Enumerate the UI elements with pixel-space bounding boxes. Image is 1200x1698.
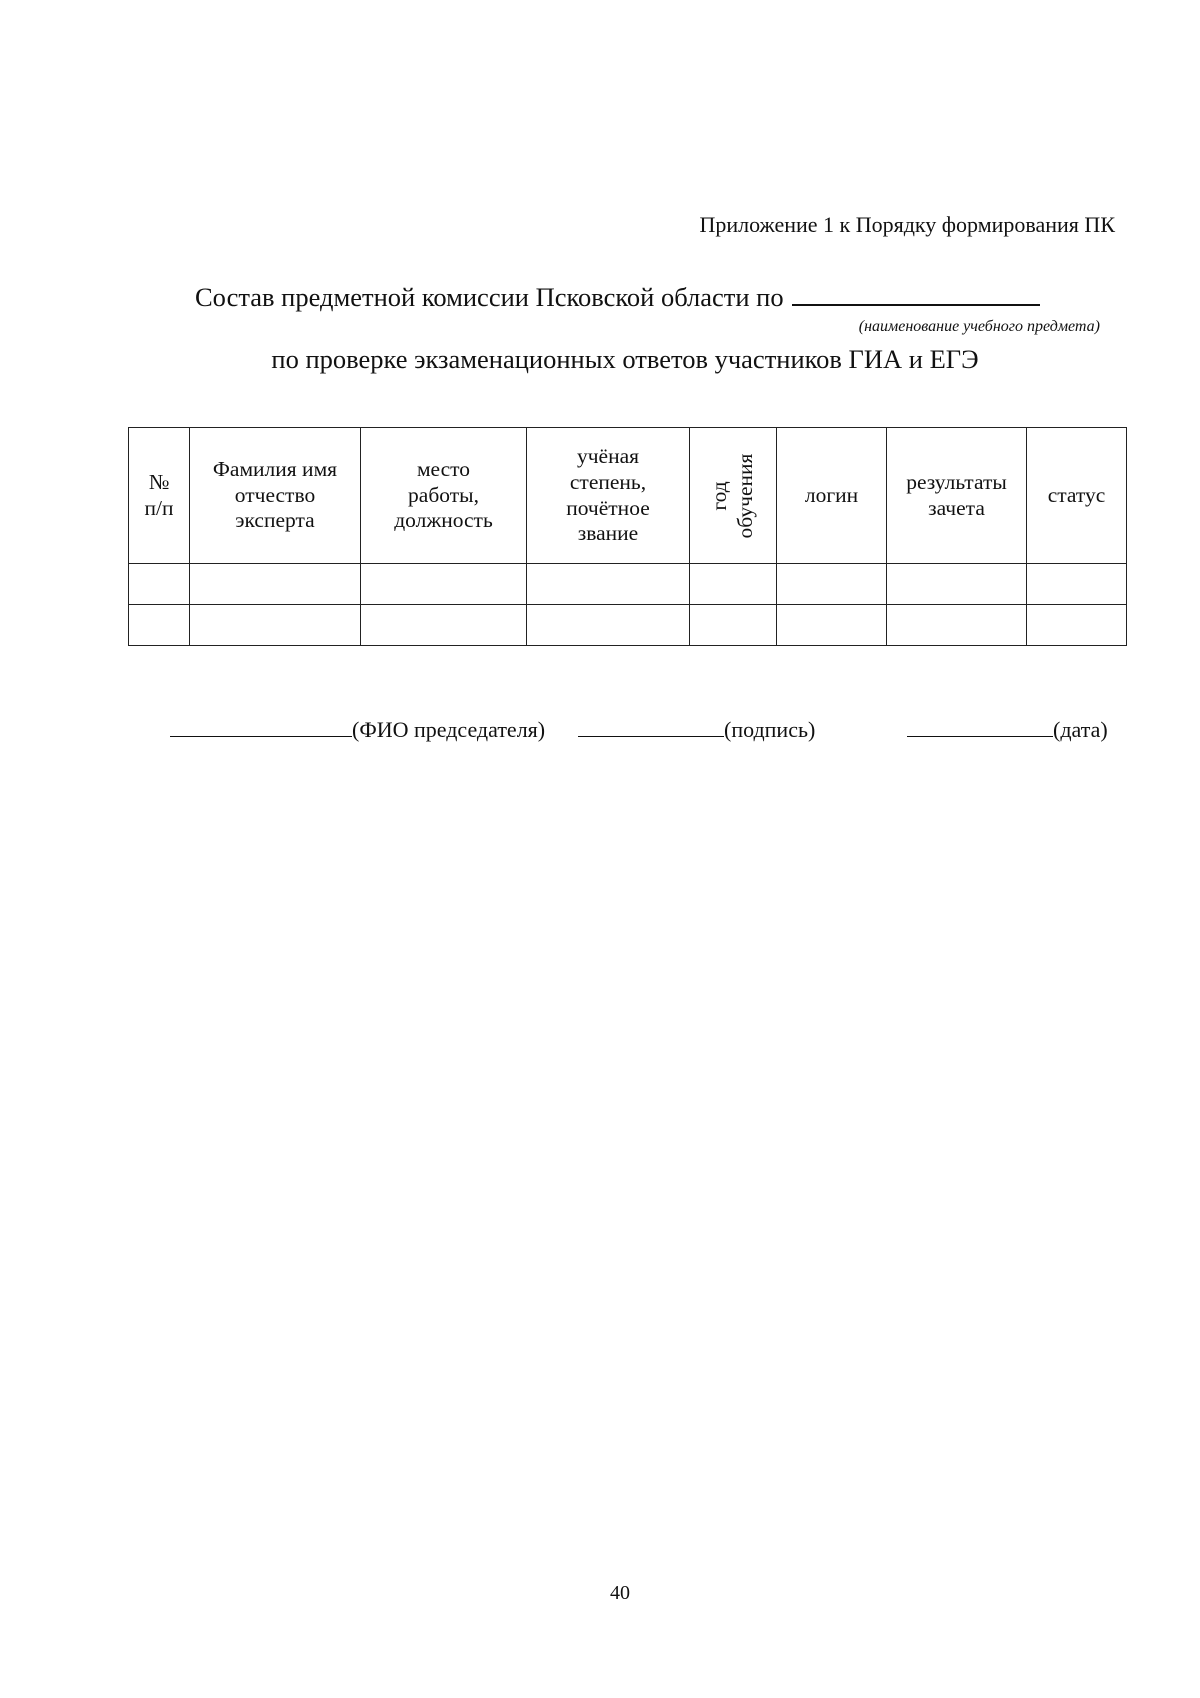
chairman-name-line xyxy=(170,714,352,737)
header-test-results xyxy=(887,428,1027,564)
header-full-name-line2: отчество xyxy=(234,482,316,507)
chairman-name-field xyxy=(170,714,545,743)
header-login xyxy=(777,428,887,564)
header-full-name-line1: Фамилия имя xyxy=(212,456,338,481)
page-number: 40 xyxy=(610,1582,630,1604)
header-training-year-line1: год xyxy=(707,480,732,511)
signature-field xyxy=(578,714,815,743)
table-cell xyxy=(361,605,527,646)
header-degree-line4: звание xyxy=(577,521,639,546)
title-line-1 xyxy=(195,280,1040,313)
date-line xyxy=(907,714,1053,737)
header-degree xyxy=(527,428,690,564)
chairman-name-label: (ФИО председателя) xyxy=(352,717,546,742)
table-cell xyxy=(690,564,777,605)
header-training-year-rotated xyxy=(707,453,759,538)
header-training-year xyxy=(690,428,777,564)
subject-hint: (наименование учебного предмета) xyxy=(858,318,1100,335)
header-number-line2: п/п xyxy=(144,495,174,520)
header-workplace xyxy=(361,428,527,564)
table-cell xyxy=(1027,564,1127,605)
table-cell xyxy=(887,564,1027,605)
signature-line xyxy=(578,714,724,737)
table-cell xyxy=(690,605,777,646)
title-line-1-text: Состав предметной комиссии Псковской области по xyxy=(195,282,784,312)
header-degree-line3: почётное xyxy=(566,495,650,520)
header-workplace-line3: должность xyxy=(394,508,493,533)
date-field xyxy=(907,714,1108,743)
table-header-row xyxy=(129,428,1127,564)
header-full-name-line3: эксперта xyxy=(235,508,315,533)
header-workplace-line1: место xyxy=(416,456,471,481)
header-degree-line1: учёная xyxy=(576,443,640,468)
table-cell xyxy=(527,605,690,646)
header-status xyxy=(1027,428,1127,564)
header-status-line1: статус xyxy=(1047,482,1106,507)
table-cell xyxy=(129,564,190,605)
table-cell xyxy=(1027,605,1127,646)
header-degree-line2: степень, xyxy=(569,469,647,494)
header-number xyxy=(129,428,190,564)
appendix-note: Приложение 1 к Порядку формирования ПК xyxy=(699,212,1115,237)
header-test-results-line1: результаты xyxy=(906,469,1007,494)
header-test-results-line2: зачета xyxy=(928,495,985,520)
table-cell xyxy=(887,605,1027,646)
header-full-name xyxy=(190,428,361,564)
table-cell xyxy=(129,605,190,646)
subject-blank-field xyxy=(792,280,1040,306)
header-number-line1: № xyxy=(148,469,170,494)
title-line-2: по проверке экзаменационных ответов участников ГИА и ЕГЭ xyxy=(271,344,979,374)
table-cell xyxy=(777,564,887,605)
table-cell xyxy=(190,564,361,605)
header-workplace-line2: работы, xyxy=(408,482,479,507)
header-training-year-line2: обучения xyxy=(733,453,757,538)
table-cell xyxy=(527,564,690,605)
table-row xyxy=(129,564,1127,605)
signature-row xyxy=(170,714,1130,744)
table-row xyxy=(129,605,1127,646)
table-cell xyxy=(190,605,361,646)
commission-table xyxy=(128,427,1127,646)
signature-label: (подпись) xyxy=(724,717,816,742)
date-label: (дата) xyxy=(1053,717,1108,742)
header-login-line1: логин xyxy=(804,482,859,507)
table-cell xyxy=(777,605,887,646)
table-cell xyxy=(361,564,527,605)
